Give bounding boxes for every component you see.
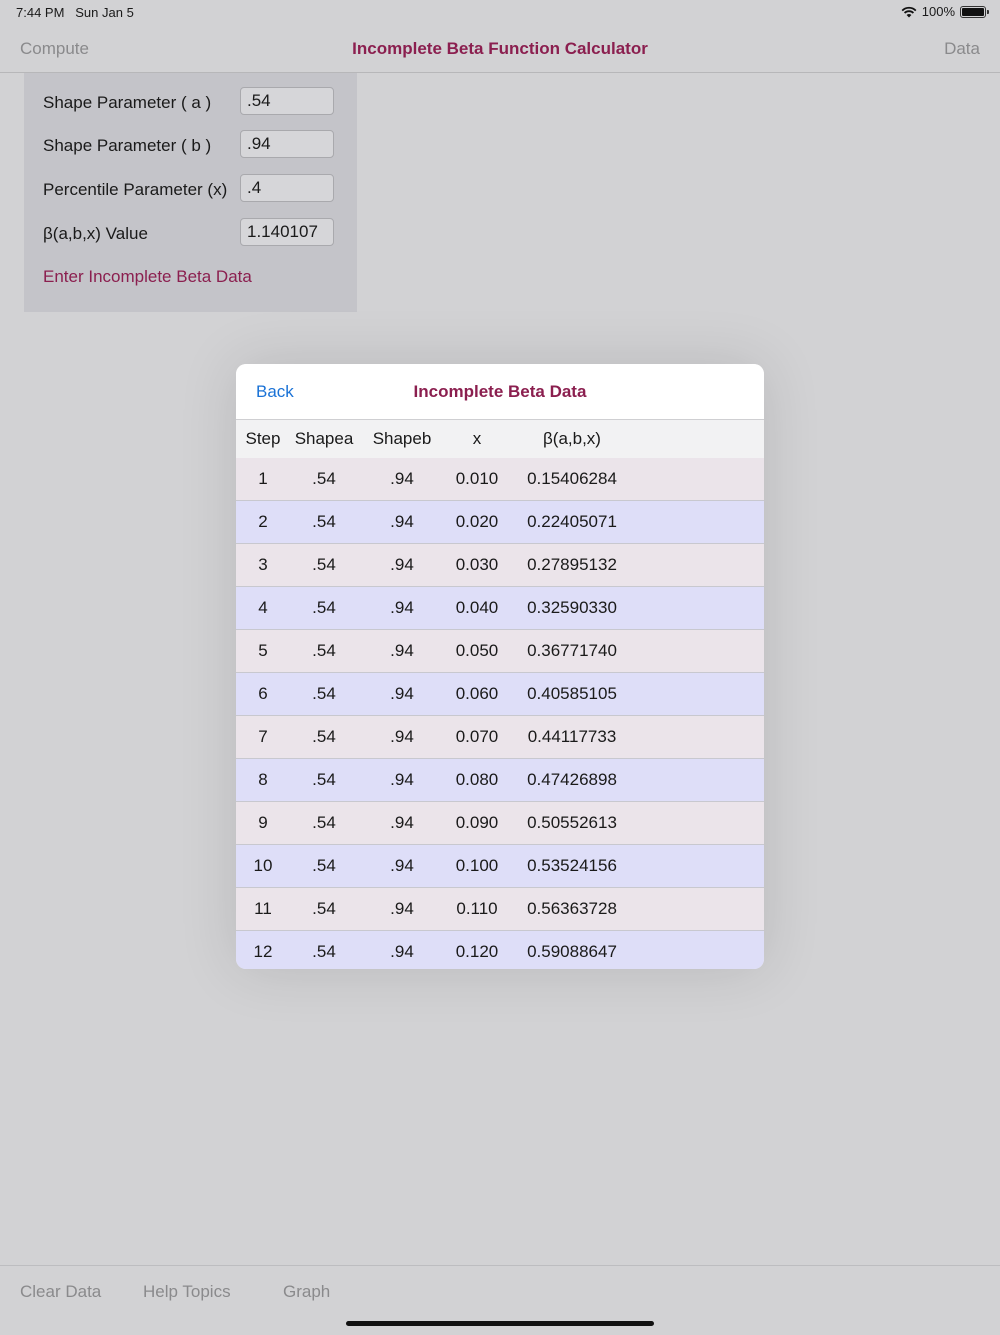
modal-title: Incomplete Beta Data <box>413 382 587 401</box>
home-indicator <box>346 1321 654 1326</box>
cell-beta: 0.44117733 <box>527 727 617 746</box>
cell-beta: 0.32590330 <box>527 598 617 617</box>
parameter-form <box>24 73 357 312</box>
cell-step: 3 <box>258 555 268 574</box>
cell-shapeb: .94 <box>390 813 414 832</box>
cell-shapea: .54 <box>312 641 336 660</box>
cell-shapeb: .94 <box>390 899 414 918</box>
table-row[interactable] <box>236 458 764 501</box>
cell-step: 4 <box>258 598 268 617</box>
shape-b-row <box>43 130 343 160</box>
table-row[interactable] <box>236 845 764 888</box>
cell-shapeb: .94 <box>390 512 414 531</box>
cell-x: 0.040 <box>455 598 499 617</box>
cell-shapeb: .94 <box>390 555 414 574</box>
beta-value-label: β(a,b,x) Value <box>43 224 148 243</box>
cell-shapea: .54 <box>312 512 336 531</box>
cell-shapea: .54 <box>312 598 336 617</box>
cell-x: 0.060 <box>455 684 499 703</box>
cell-x: 0.080 <box>455 770 499 789</box>
battery-percent: 100% <box>921 4 955 19</box>
table-row[interactable] <box>236 802 764 845</box>
cell-beta: 0.36771740 <box>527 641 617 660</box>
shape-a-row <box>43 87 343 117</box>
enter-data-link[interactable]: Enter Incomplete Beta Data <box>43 267 252 286</box>
cell-step: 10 <box>253 856 273 875</box>
cell-shapea: .54 <box>312 856 336 875</box>
cell-shapeb: .94 <box>390 856 414 875</box>
cell-beta: 0.56363728 <box>527 899 617 918</box>
cell-x: 0.050 <box>455 641 499 660</box>
percentile-row <box>43 174 343 204</box>
cell-step: 12 <box>253 942 273 961</box>
shape-a-input[interactable]: .54 <box>240 87 334 115</box>
shape-b-label: Shape Parameter ( b ) <box>43 136 212 155</box>
status-indicators <box>901 4 986 19</box>
cell-step: 7 <box>258 727 268 746</box>
column-header-step: Step <box>245 429 281 448</box>
cell-step: 5 <box>258 641 268 660</box>
column-header-shapeb: Shapeb <box>372 429 432 448</box>
cell-beta: 0.59088647 <box>527 942 617 961</box>
status-time <box>16 5 134 20</box>
status-date: Sun Jan 5 <box>75 5 134 20</box>
cell-shapeb: .94 <box>390 942 414 961</box>
cell-step: 11 <box>254 899 272 918</box>
shape-a-label: Shape Parameter ( a ) <box>43 93 212 112</box>
back-button[interactable]: Back <box>256 382 294 401</box>
data-modal <box>236 364 764 969</box>
wifi-icon <box>901 6 917 18</box>
cell-step: 6 <box>258 684 268 703</box>
cell-step: 8 <box>258 770 268 789</box>
cell-x: 0.120 <box>455 942 499 961</box>
cell-shapea: .54 <box>312 899 336 918</box>
cell-shapea: .54 <box>312 942 336 961</box>
data-button[interactable]: Data <box>944 39 980 58</box>
cell-shapeb: .94 <box>390 641 414 660</box>
shape-b-input[interactable]: .94 <box>240 130 334 158</box>
cell-x: 0.010 <box>455 469 499 488</box>
cell-shapea: .54 <box>312 469 336 488</box>
table-row[interactable] <box>236 716 764 759</box>
cell-step: 2 <box>258 512 268 531</box>
status-bar <box>0 0 1000 26</box>
column-header-x: x <box>472 429 482 448</box>
table-row[interactable] <box>236 759 764 802</box>
graph-button[interactable]: Graph <box>283 1282 331 1301</box>
cell-beta: 0.50552613 <box>527 813 617 832</box>
navigation-bar <box>0 26 1000 73</box>
cell-x: 0.100 <box>455 856 499 875</box>
cell-x: 0.090 <box>455 813 499 832</box>
cell-beta: 0.22405071 <box>527 512 617 531</box>
cell-shapeb: .94 <box>390 598 414 617</box>
cell-beta: 0.40585105 <box>527 684 617 703</box>
cell-shapea: .54 <box>312 684 336 703</box>
table-row[interactable] <box>236 673 764 716</box>
status-clock: 7:44 PM <box>16 5 65 20</box>
percentile-input[interactable]: .4 <box>240 174 334 202</box>
column-header-shapea: Shapea <box>294 429 354 448</box>
table-body[interactable] <box>236 458 764 969</box>
beta-value-row <box>43 218 343 248</box>
table-row[interactable] <box>236 931 764 969</box>
battery-icon <box>960 6 986 18</box>
cell-step: 1 <box>258 469 268 488</box>
cell-shapeb: .94 <box>390 684 414 703</box>
column-header-beta: β(a,b,x) <box>543 429 601 448</box>
cell-beta: 0.15406284 <box>527 469 617 488</box>
beta-value-output[interactable]: 1.140107 <box>240 218 334 246</box>
cell-beta: 0.47426898 <box>527 770 617 789</box>
cell-beta: 0.53524156 <box>527 856 617 875</box>
table-header <box>236 420 764 458</box>
cell-shapeb: .94 <box>390 469 414 488</box>
cell-beta: 0.27895132 <box>527 555 617 574</box>
modal-header <box>236 364 764 420</box>
page-title: Incomplete Beta Function Calculator <box>352 39 648 58</box>
help-topics-button[interactable]: Help Topics <box>143 1282 231 1301</box>
cell-shapea: .54 <box>312 555 336 574</box>
cell-shapeb: .94 <box>390 727 414 746</box>
compute-button[interactable]: Compute <box>20 39 89 58</box>
cell-x: 0.020 <box>455 512 499 531</box>
cell-step: 9 <box>258 813 268 832</box>
table-row[interactable] <box>236 587 764 630</box>
table-row[interactable] <box>236 501 764 544</box>
table-row[interactable] <box>236 544 764 587</box>
cell-shapeb: .94 <box>390 770 414 789</box>
clear-data-button[interactable]: Clear Data <box>20 1282 102 1301</box>
cell-x: 0.110 <box>456 899 498 918</box>
percentile-label: Percentile Parameter (x) <box>43 180 228 199</box>
cell-x: 0.030 <box>455 555 499 574</box>
cell-x: 0.070 <box>455 727 499 746</box>
cell-shapea: .54 <box>312 813 336 832</box>
table-row[interactable] <box>236 630 764 673</box>
cell-shapea: .54 <box>312 727 336 746</box>
table-row[interactable] <box>236 888 764 931</box>
cell-shapea: .54 <box>312 770 336 789</box>
